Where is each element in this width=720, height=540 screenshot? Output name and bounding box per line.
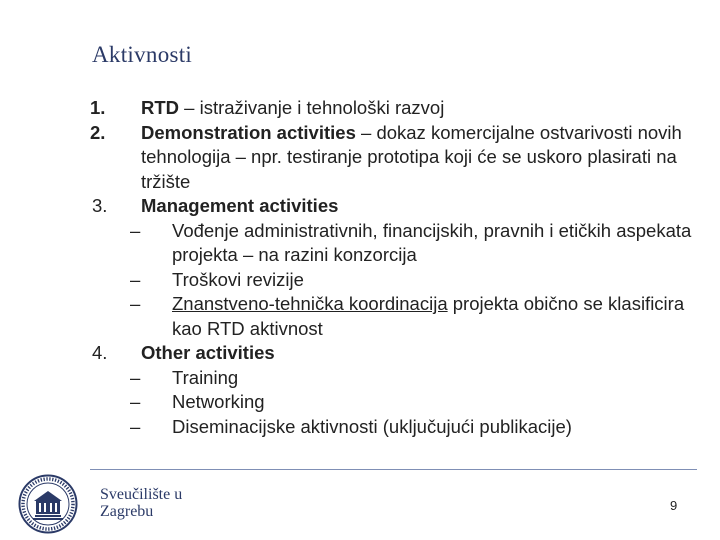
- dash-bullet: –: [130, 366, 141, 388]
- item-heading: Other activities: [141, 342, 275, 363]
- sub-item-text: Vođenje administrativnih, financijskih, pravnih i etičkih aspekata projekta – na razini konzorcija: [172, 219, 692, 265]
- list-item-3: [0, 194, 720, 219]
- sub-item: [0, 390, 720, 415]
- item-heading: Demonstration activities: [141, 121, 356, 143]
- sub-item-text: Training: [172, 366, 239, 388]
- page-number: 9: [670, 498, 678, 513]
- university-seal-icon: [18, 474, 78, 534]
- university-logo-text: Sveučilište u Zagrebu: [100, 486, 183, 520]
- sub-item: [0, 415, 720, 440]
- sub-item-text: Networking: [172, 391, 265, 412]
- activity-list: [0, 96, 720, 439]
- item-number: 4.: [92, 342, 108, 363]
- item-heading: Management activities: [141, 195, 339, 216]
- list-item-2: [0, 121, 720, 195]
- item-number: 1.: [90, 97, 106, 118]
- dash-bullet: –: [130, 219, 141, 241]
- dash-bullet: –: [130, 293, 141, 314]
- footer-divider: [90, 469, 697, 470]
- item-number: 3.: [92, 195, 108, 216]
- sub-item: [0, 292, 720, 341]
- dash-bullet: –: [130, 268, 141, 290]
- list-item-1: [0, 96, 720, 121]
- slide-title: Aktivnosti: [92, 42, 193, 67]
- coordination-link[interactable]: Znanstveno-tehnička koordinacija: [172, 293, 448, 314]
- item-heading: RTD: [141, 97, 180, 118]
- sub-item-text: Troškovi revizije: [172, 268, 304, 290]
- item-text: – dokaz komercijalne ostvarivosti novih tehnologija – npr. testiranje prototipa koji će se uskoro plasirati na tržište: [141, 121, 682, 192]
- sub-item-text: Diseminacijske aktivnosti (uključujući publikacije): [172, 415, 572, 437]
- sub-item: [0, 268, 720, 293]
- item-text: – istraživanje i tehnološki razvoj: [179, 97, 445, 118]
- item-number: 2.: [90, 121, 106, 143]
- sub-item-text: projekta obično se klasificira kao RTD aktivnost: [172, 293, 685, 339]
- dash-bullet: –: [130, 415, 141, 437]
- list-item-4: [0, 341, 720, 366]
- dash-bullet: –: [130, 391, 141, 412]
- sub-item: [0, 219, 720, 268]
- sub-item: [0, 366, 720, 391]
